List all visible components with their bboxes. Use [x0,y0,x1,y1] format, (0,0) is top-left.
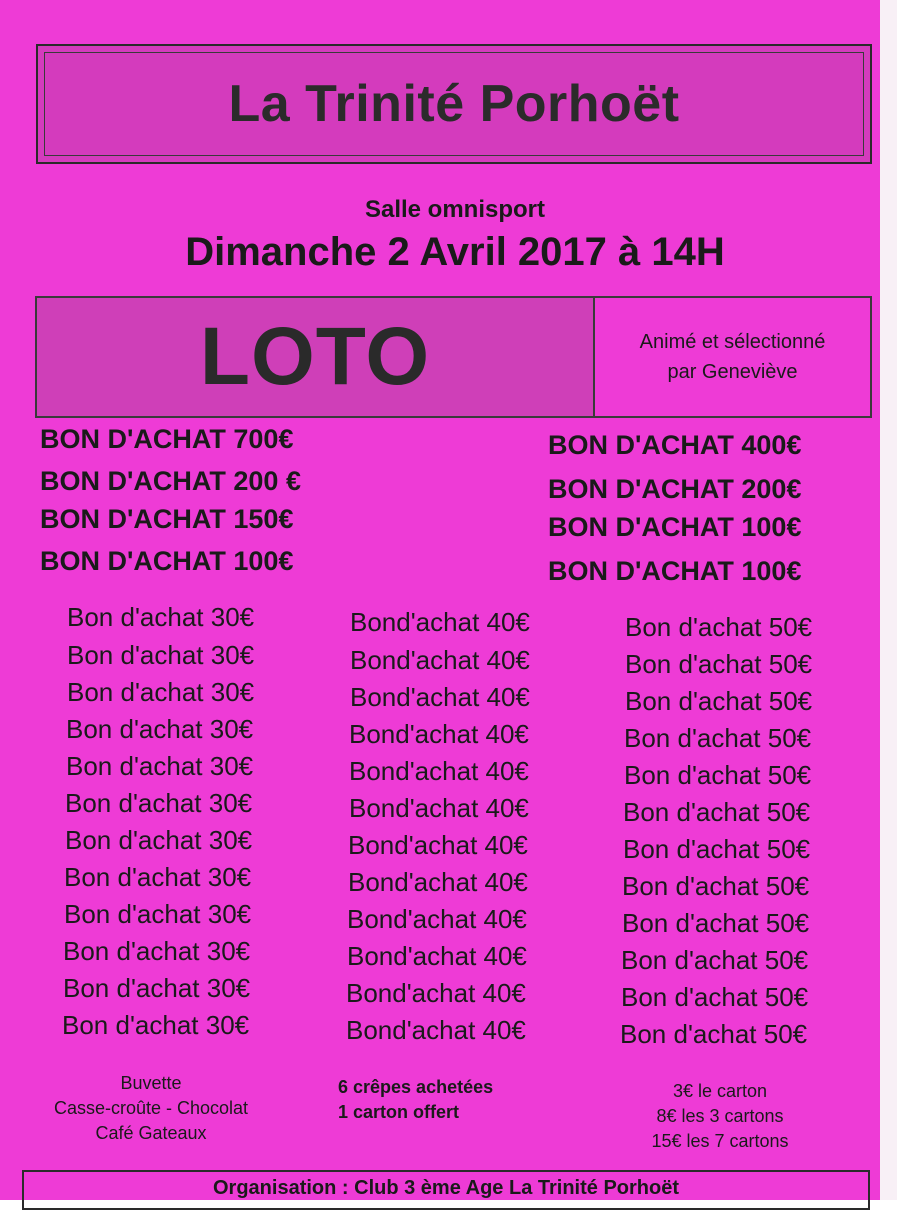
prize-30-3: Bon d'achat 30€ [67,677,255,707]
paper-edge [880,0,897,1200]
main-prize-left-2: BON D'ACHAT 200 € [40,466,301,496]
prize-40-5: Bond'achat 40€ [349,756,529,786]
prize-40-4: Bond'achat 40€ [349,719,529,749]
prize-50-5: Bon d'achat 50€ [624,760,812,790]
pricing-line-1: 3€ le carton [672,1081,768,1101]
refreshments-line-2: Casse-croûte - Chocolat [53,1098,249,1118]
prize-50-9: Bon d'achat 50€ [622,908,810,938]
pricing-line-2: 8€ les 3 cartons [656,1106,784,1126]
prize-30-6: Bon d'achat 30€ [65,788,253,818]
loto-label: LOTO [199,311,431,402]
loto-box [35,296,872,418]
main-prize-right-3: BON D'ACHAT 100€ [548,512,802,542]
prize-40-12: Bond'achat 40€ [346,1015,526,1045]
pricing-line-3: 15€ les 7 cartons [651,1131,789,1151]
host-line-1: Animé et sélectionné [639,331,826,353]
prize-50-10: Bon d'achat 50€ [621,945,809,975]
prize-30-11: Bon d'achat 30€ [63,973,251,1003]
prize-50-7: Bon d'achat 50€ [623,834,811,864]
main-prize-right-2: BON D'ACHAT 200€ [548,474,802,504]
organisation-box [22,1170,870,1210]
main-prize-right-4: BON D'ACHAT 100€ [548,556,802,586]
prize-30-1: Bon d'achat 30€ [67,602,255,632]
prize-40-7: Bond'achat 40€ [348,830,528,860]
title-box-inner [44,52,864,156]
main-prize-left-4: BON D'ACHAT 100€ [40,546,294,576]
prize-40-10: Bond'achat 40€ [347,941,527,971]
prize-40-3: Bond'achat 40€ [350,682,530,712]
title-box [36,44,872,164]
prize-30-5: Bon d'achat 30€ [66,751,254,781]
prize-40-9: Bond'achat 40€ [347,904,527,934]
prize-30-9: Bon d'achat 30€ [64,899,252,929]
prize-50-2: Bon d'achat 50€ [625,649,813,679]
event-date: Dimanche 2 Avril 2017 à 14H [185,230,725,274]
main-prize-left-1: BON D'ACHAT 700€ [40,424,294,454]
prize-30-10: Bon d'achat 30€ [63,936,251,966]
refreshments-line-3: Café Gateaux [95,1123,207,1143]
prize-50-3: Bon d'achat 50€ [625,686,813,716]
loto-label-panel [37,298,595,416]
main-prize-left-3: BON D'ACHAT 150€ [40,504,294,534]
prize-40-6: Bond'achat 40€ [349,793,529,823]
prize-30-12: Bon d'achat 30€ [62,1010,250,1040]
prize-30-4: Bon d'achat 30€ [66,714,254,744]
prize-30-2: Bon d'achat 30€ [67,640,255,670]
prize-30-7: Bon d'achat 30€ [65,825,253,855]
prize-50-1: Bon d'achat 50€ [625,612,813,642]
crepes-line-2: 1 carton offert [338,1102,460,1122]
main-prize-right-1: BON D'ACHAT 400€ [548,430,802,460]
prize-50-4: Bon d'achat 50€ [624,723,812,753]
prize-40-11: Bond'achat 40€ [346,978,526,1008]
organisation-text: Organisation : Club 3 ème Age La Trinité Porhoët [213,1177,679,1199]
prize-30-8: Bon d'achat 30€ [64,862,252,892]
prize-40-8: Bond'achat 40€ [348,867,528,897]
host-panel [595,298,870,416]
venue-text: Salle omnisport [364,196,546,223]
prize-40-2: Bond'achat 40€ [350,645,530,675]
refreshments-block [40,1071,262,1146]
crepes-line-1: 6 crêpes achetées [338,1077,494,1097]
event-title: La Trinité Porhoët [228,75,680,133]
pricing-block [620,1079,820,1154]
prize-50-6: Bon d'achat 50€ [623,797,811,827]
prize-50-8: Bon d'achat 50€ [622,871,810,901]
prize-50-12: Bon d'achat 50€ [620,1019,808,1049]
host-line-2: par Geneviève [667,361,798,383]
refreshments-line-1: Buvette [120,1073,182,1093]
prize-40-1: Bond'achat 40€ [350,607,530,637]
crepes-block [338,1075,493,1125]
prize-50-11: Bon d'achat 50€ [621,982,809,1012]
